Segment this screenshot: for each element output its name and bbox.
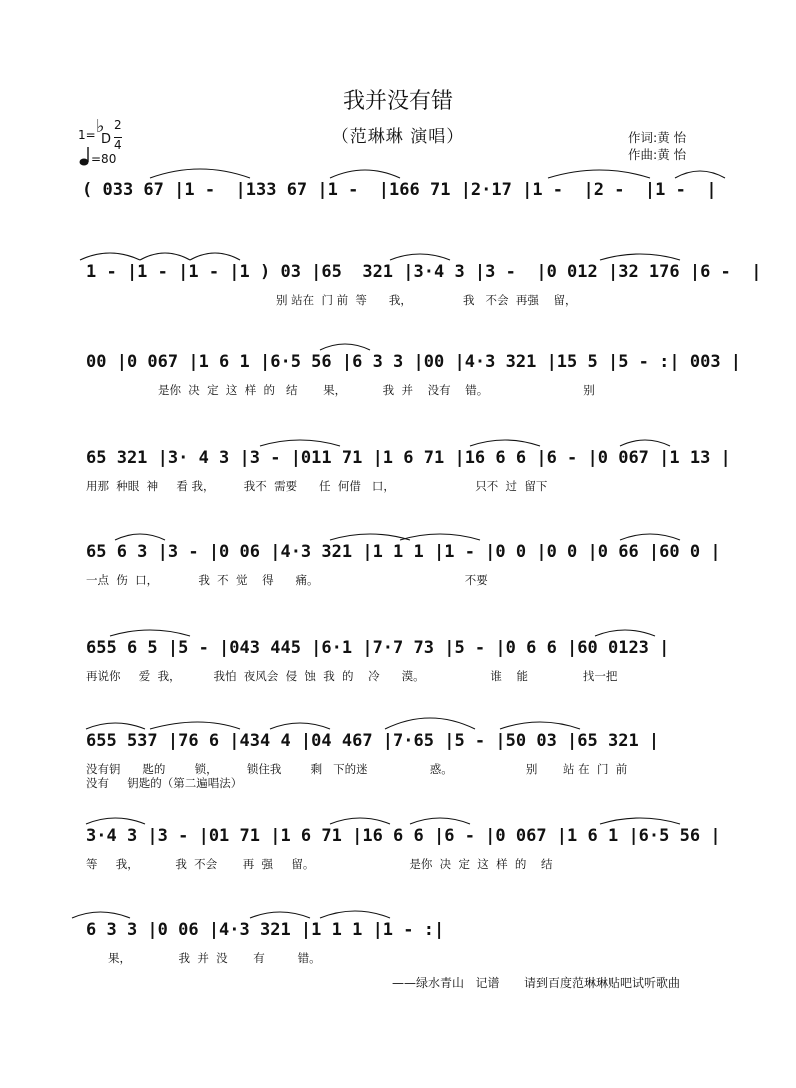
melody-row-6: 655 6 5 |5 - |043 445 |6·1 |7·7 73 |5 - |0 6 6 |60 0123 | (86, 638, 670, 658)
key-prefix: 1= (78, 128, 96, 142)
song-subtitle: （范琳琳 演唱） (331, 127, 465, 147)
lyrics-row-6: 再说你 爱 我， 我怕 夜风会 侵 蚀 我 的 冷 漠。 谁 能 找一把 (86, 669, 618, 683)
lyrics-row-2: 别 站在 门 前 等 我， 我 不会 再强 留， (276, 293, 577, 307)
melody-row-4: 65 321 |3· 4 3 |3 - |011 71 |1 6 71 |16 6 6 |6 - |0 067 |1 13 | (86, 448, 731, 468)
time-signature-bottom: 4 (114, 138, 122, 152)
lyrics-row-4: 用那 种眼 神 看 我， 我不 需要 任 何借 口， 只不 过 留下 (86, 479, 548, 493)
lyrics-row-5: 一点 伤 口， 我 不 觉 得 痛。 不要 (86, 573, 488, 587)
transcriber-credit: ——绿水青山 记谱 (392, 976, 500, 990)
lyrics-row-9: 果， 我 并 没 有 错。 (108, 951, 321, 965)
lyrics-row-7: 没有钥 匙的 锁， 锁住我 剩 下的迷 惑。 别 站 在 门 前 (86, 762, 628, 776)
key-note: D (101, 132, 112, 147)
lyrics-row-7-alt: 没有 钥匙的（第二遍唱法） (86, 776, 243, 790)
composer-credit: 作曲:黄 怡 (628, 147, 687, 162)
melody-row-7: 655 537 |76 6 |434 4 |04 467 |7·65 |5 - |50 03 |65 321 | (86, 731, 660, 751)
lyrics-row-8: 等 我， 我 不会 再 强 留。 是你 决 定 这 样 的 结 (86, 857, 553, 871)
melody-row-3: 00 |0 067 |1 6 1 |6·5 56 |6 3 3 |00 |4·3 321 |15 5 |5 - :| 003 | (86, 352, 742, 372)
lyrics-row-3: 是你 决 定 这 样 的 结 果， 我 并 没有 错。 别 (158, 383, 595, 397)
lyricist-credit: 作词:黄 怡 (628, 130, 687, 145)
melody-row-1: ( 033 67 |1 - |133 67 |1 - |166 71 |2·17 |1 - |2 - |1 - | (82, 180, 717, 200)
melody-row-8: 3·4 3 |3 - |01 71 |1 6 71 |16 6 6 |6 - |0 067 |1 6 1 |6·5 56 | (86, 826, 721, 846)
melody-row-9: 6 3 3 |0 06 |4·3 321 |1 1 1 |1 - :| (86, 920, 445, 940)
melody-row-2: 1 - |1 - |1 - |1 ) 03 |65 321 |3·4 3 |3 - |0 012 |32 176 |6 - | (86, 262, 762, 282)
listen-note: 请到百度范琳琳贴吧试听歌曲 (524, 976, 681, 990)
melody-row-5: 65 6 3 |3 - |0 06 |4·3 321 |1 1 1 |1 - |0 0 |0 0 |0 66 |60 0 | (86, 542, 721, 562)
tempo-mark: =80 (91, 152, 117, 166)
key-flat-symbol: ♭ (96, 116, 105, 137)
time-signature-top: 2 (114, 118, 122, 132)
song-title: 我并没有错 (342, 89, 453, 114)
